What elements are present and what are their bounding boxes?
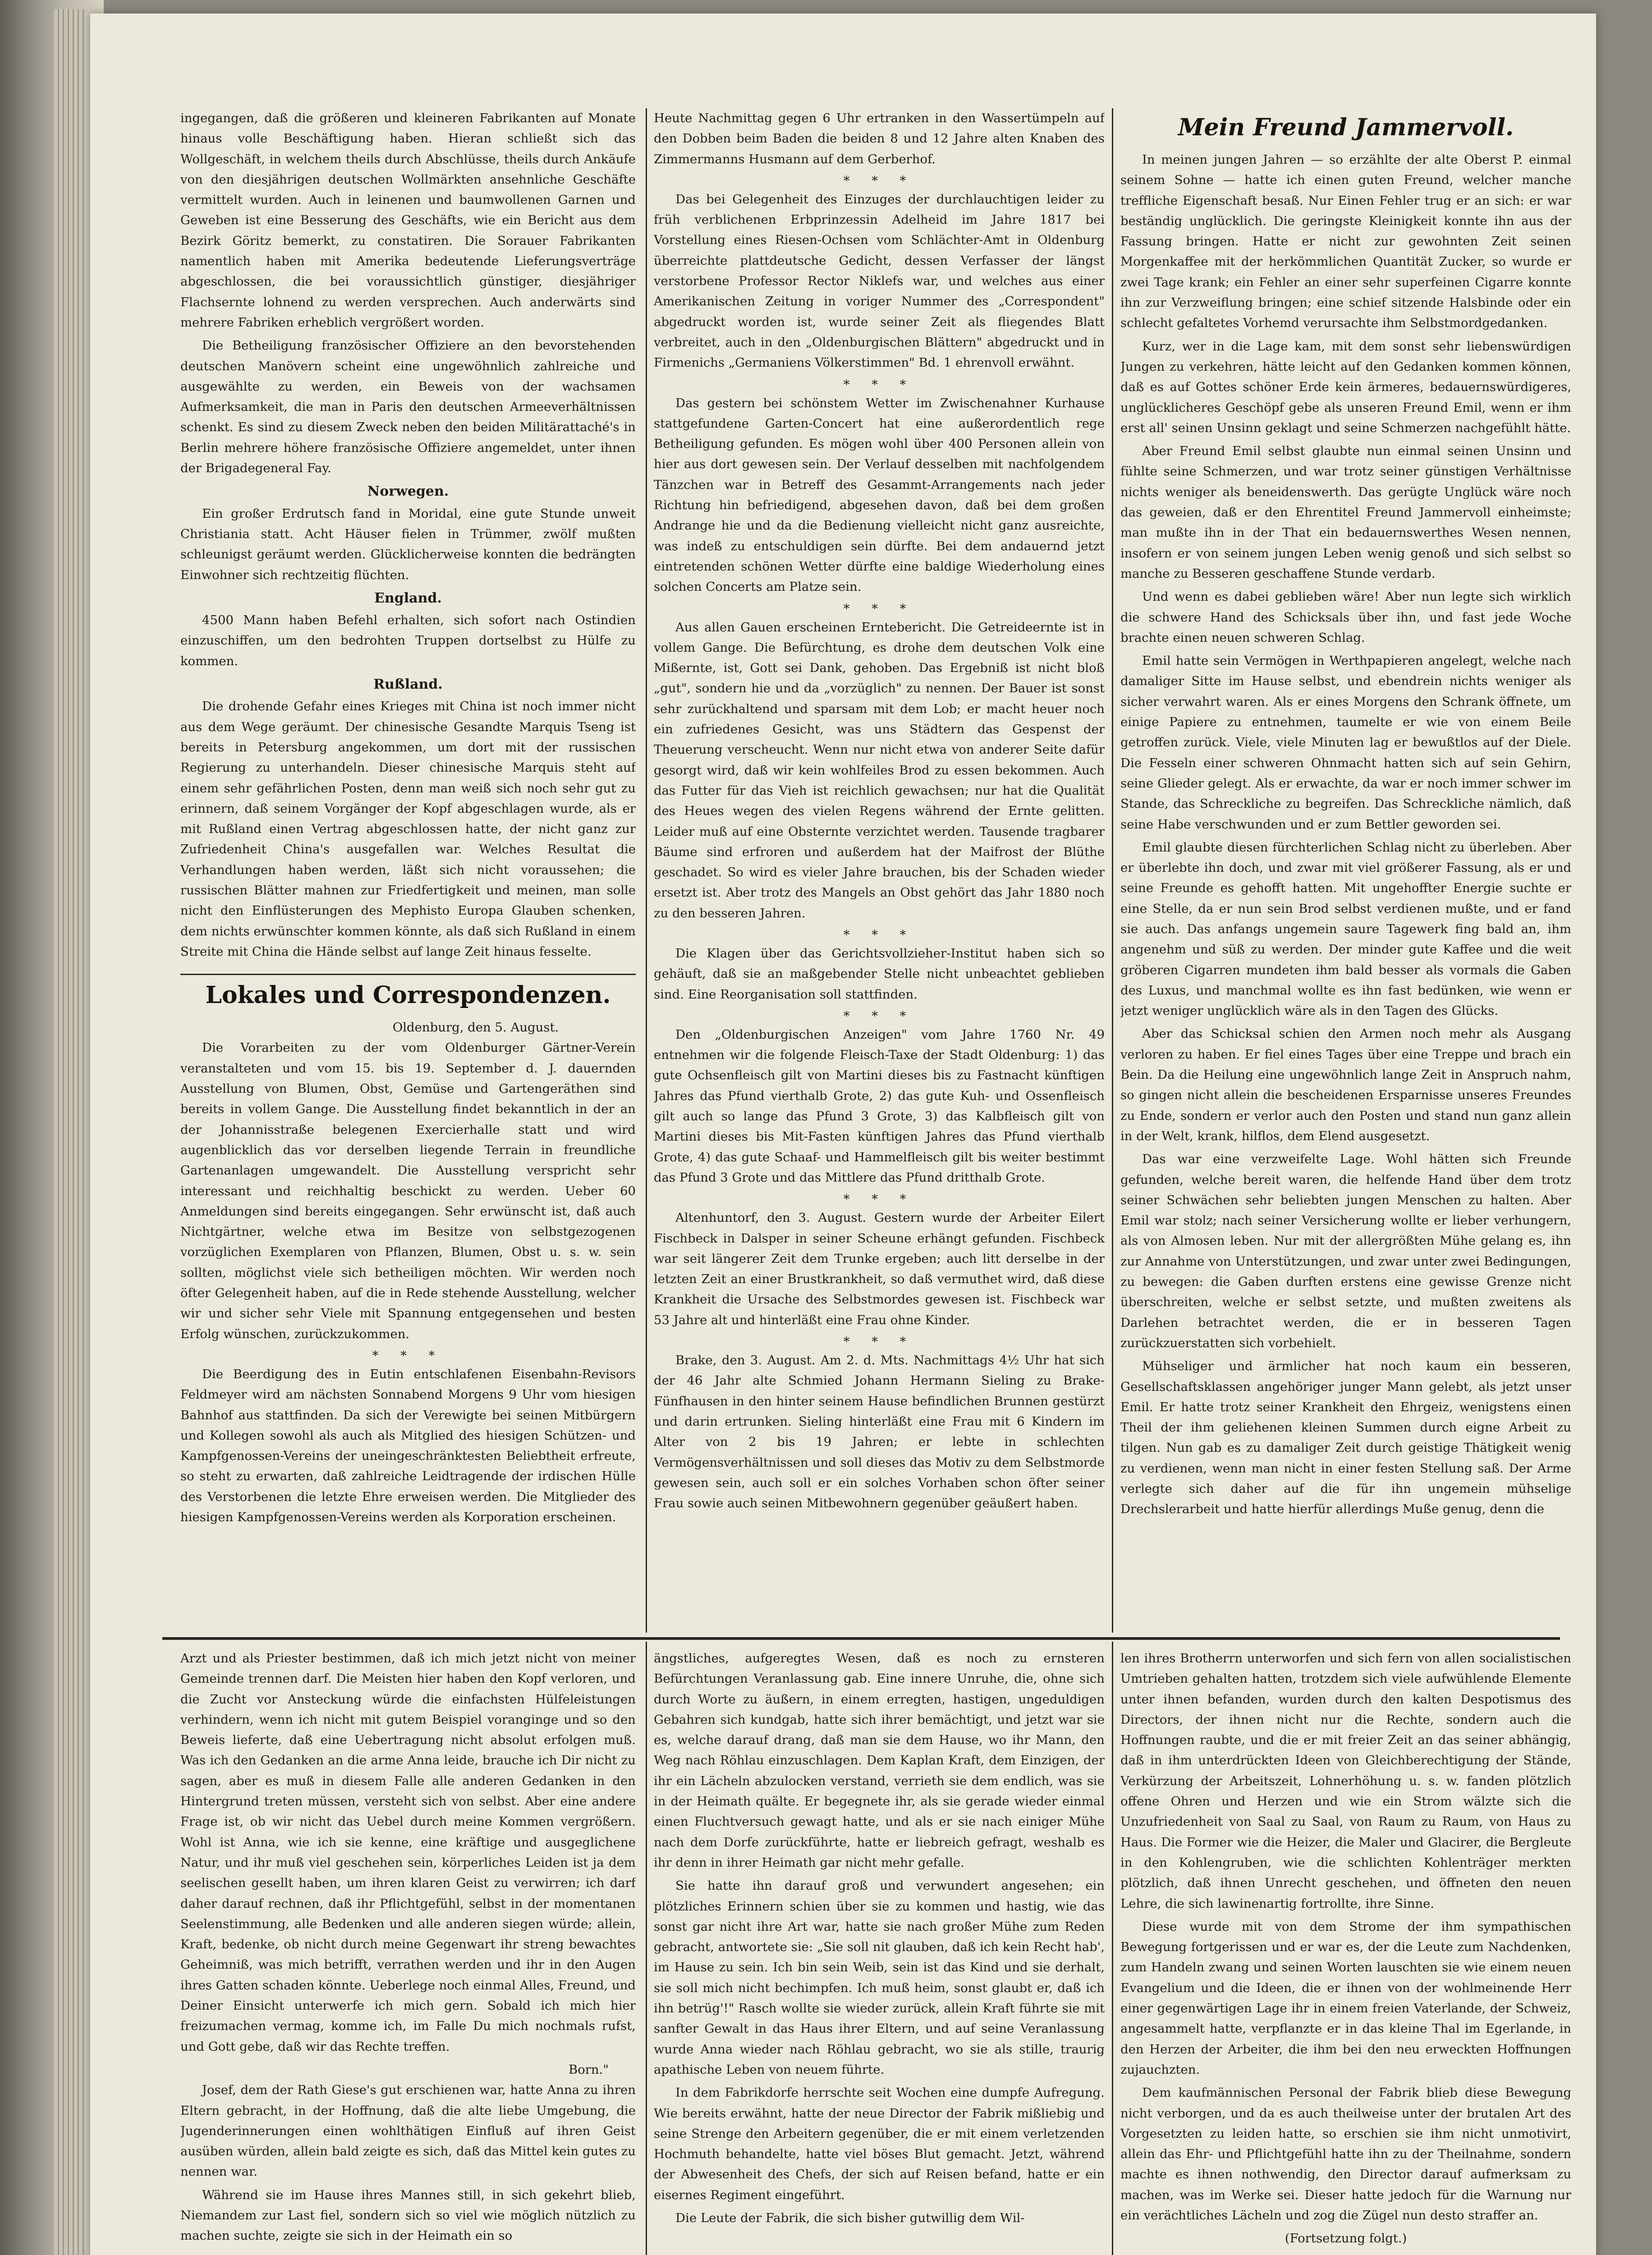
article-text: Aber Freund Emil selbst glaubte nun einmal seinen Unsinn und fühlte seine Schmerzen, und war trotz seiner günstigen Verhältnisse nichts weniger als beneidenswerth. Das gerügte Unglück wäre noch das geweien, daß er den Ehrentitel Freund Jammervoll einheimste; man mußte ihn in der That ein bedauernswerthes Wesen nennen, insofern er von seinem jungen Leben wenig genoß und sich selbst so manche zu Besseren geschaffene Stunde verdarb. <box>1120 444 1571 581</box>
article-text: Mühseliger und ärmlicher hat noch kaum ein besseren, Gesellschaftsklassen angehöriger junger Mann gelebt, als jetzt unser Emil. Er hatte trotz seiner Krankheit den Ehrgeiz, wenigstens einen Theil der ihm geliehenen kleinen Summen durch eigne Arbeit zu tilgen. Nun gab es zu damaliger Zeit durch geistige Thätigkeit wenig zu verdienen, wenn man nicht in einer festen Stellung saß. Der Arme verlegte sich daher auf die für ihn ungemein mühselige Drechslerarbeit und hatte hierfür allerdings Muße genug, denn die <box>1120 1359 1571 1517</box>
signature: Born." <box>568 2062 609 2077</box>
story-text: Die Leute der Fabrik, die sich bisher gutwillig dem Wil- <box>675 2211 1025 2226</box>
article-text: Aber das Schicksal schien den Armen noch mehr als Ausgang verloren zu haben. Er fiel eines Tages über eine Treppe und brach ein Bein. Da die Heilung eine ungewöhnlich lange Zeit in Anspruch nahm, so gingen nicht allein die bescheidenen Ersparnisse unseres Freundes zu Ende, sondern er verlor auch den Posten und stand nun ganz allein in der Welt, krank, hilflos, dem Elend ausgesetzt. <box>1120 1026 1571 1143</box>
article-text: Das gestern bei schönstem Wetter im Zwischenahner Kurhause stattgefundene Garten-Concert hat eine außerordentlich rege Betheiligung gefunden. Es mögen wohl über 400 Personen allein von hier aus dort gewesen sein. Der Verlauf desselben mit nachfolgendem Tänzchen war in Betreff des Gesammt-Arrangements nach jeder Richtung hin befriedigend, abgesehen davon, daß bei dem großen Andrange hie und da die Bedienung vielleicht nicht ganz ausreichte, was indeß zu entschuldigen sein dürfte. Bei dem andauernd jetzt eintretenden schönen Wetter dürfte eine baldige Wiederholung eines solchen Concerts am Platze sein. <box>654 396 1105 594</box>
article-text: In meinen jungen Jahren — so erzählte der alte Oberst P. einmal seinem Sohne — hatte ich einen guten Freund, welcher manche treffliche Eigenschaft besaß. Nur Einen Fehler trug er an sich: er war beständig unglücklich. Die geringste Kleinigkeit konnte ihn aus der Fassung bringen. Hatte er nicht zur gewohnten Zeit seinen Morgenkaffee mit der herkömmlichen Quantität Zucker, so wurde er zwei Tage krank; ein Fehler an einer sehr superfeinen Cigarre konnte ihn zur Verzweiflung bringen; eine schief sitzende Halsbinde oder ein schlecht gefaltetes Vorhemd verursachte ihm Selbstmordgedanken. <box>1120 152 1571 331</box>
feuilleton-title: Mein Freund Jammervoll. <box>1178 114 1514 141</box>
column-rule-3 <box>646 1642 647 2255</box>
article-text: Die Betheiligung französischer Offiziere an den bevorstehenden deutschen Manövern scheint eine ungewöhnlich zahlreiche und ausgewählte zu werden, ein Beweis von der wachsamen Aufmerksamkeit, die man in Paris den deutschen Armeeverhältnissen schenkt. Es sind zu diesem Zweck neben den beiden Militärattaché's in Berlin mehrere höhere französische Offiziere angemeldet, unter ihnen der Brigadegeneral Fay. <box>180 338 636 476</box>
article-text: Das war eine verzweifelte Lage. Wohl hätten sich Freunde gefunden, welche bereit waren, die helfende Hand über dem trotz seiner Schwächen sehr beliebten jungen Menschen zu halten. Aber Emil war stolz; nach seiner Versicherung wollte er lieber verhungern, als von Almosen leben. Nur mit der allergrößten Mühe gelang es, ihn zur Annahme von Unterstützungen, und zwar unter zwei Bedingungen, zu bewegen: die Gaben durften erstens eine gewisse Grenze nicht überschreiten, welche er selbst setzte, und mußten zweitens als Darlehen betrachtet werden, die er in besseren Tagen zurückzuerstatten sich vorbehielt. <box>1120 1152 1571 1350</box>
article-text: Ein großer Erdrutsch fand in Moridal, eine gute Stunde unweit Christiania statt. Acht Häuser fielen in Trümmer, zwölf mußten schleunigst geräumt werden. Glücklicherweise konnten die bedrängten Einwohner sich rechtzeitig flüchten. <box>180 506 636 582</box>
separator-stars: * * * <box>843 377 915 392</box>
article-text: Kurz, wer in die Lage kam, mit dem sonst sehr liebenswürdigen Jungen zu verkehren, hätte leicht auf den Gedanken kommen können, daß es auf Gottes schöner Erde kein ärmeres, bedauernswürdigeres, unglücklicheres Geschöpf gebe als unseren Freund Emil, wenn er ihm erst all' seinen Unsinn geklagt und seine Schmerzen nachgefühlt hätte. <box>1120 339 1571 435</box>
dateline: Oldenburg, den 5. August. <box>392 1020 559 1035</box>
story-text: Dem kaufmännischen Personal der Fabrik blieb diese Bewegung nicht verborgen, und da es auch theilweise unter der brutalen Art des Vorgesetzten zu leiden hatte, so erschien sie ihm nicht unmotivirt, allein das Ehr- und Pflichtgefühl hatte ihn zu der Theilnahme, sondern machte es ihnen nothwendig, den Director darauf aufmerksam zu machen, was im Werke sei. Dieser hatte jedoch für die Warnung nur ein verächtliches Lächeln und zog die Zügel nun desto straffer an. <box>1120 2085 1571 2223</box>
section-heading: Rußland. <box>373 676 443 693</box>
separator-stars: * * * <box>843 927 915 942</box>
section-title: Lokales und Correspondenzen. <box>205 981 611 1009</box>
section-heading: England. <box>374 590 442 606</box>
bottom-column-2 <box>654 1648 1105 2255</box>
story-text: Josef, dem der Rath Giese's gut erschienen war, hatte Anna zu ihren Eltern gebracht, in der Hoffnung, daß die alte liebe Umgebung, die Jugenderinnerungen einen wohlthätigen Einfluß auf ihren Geist ausüben würden, allein bald zeigte es sich, daß das Mittel kein gutes zu nennen war. <box>180 2083 636 2179</box>
heading-rule <box>180 974 636 975</box>
article-text: Die Klagen über das Gerichtsvollzieher-Institut haben sich so gehäuft, daß sie an maßgebender Stelle nicht unbeachtet geblieben sind. Eine Reorganisation soll stattfinden. <box>654 946 1105 1002</box>
column-rule-2 <box>1112 108 1113 1633</box>
column-rule-4 <box>1112 1642 1113 2255</box>
article-text: Die Vorarbeiten zu der vom Oldenburger Gärtner-Verein veranstalteten und vom 15. bis 19. September d. J. dauernden Ausstellung von Blumen, Obst, Gemüse und Gartengeräthen sind bereits in vollem Gange. Die Ausstellung findet bekanntlich in der an der Johannisstraße belegenen Exercierhalle statt und wird augenblicklich das vor derselben liegende Terrain in freundliche Gartenanlagen umgewandelt. Die Ausstellung verspricht sehr interessant und reichhaltig beschickt zu werden. Ueber 60 Anmeldungen sind bereits eingegangen. Sehr erwünscht ist, daß auch Nichtgärtner, welche etwa im Besitze von selbstgezogenen vorzüglichen Exemplaren von Pflanzen, Blumen, Obst u. s. w. sein sollten, möglichst viele sich betheiligen möchten. Wir werden noch öfter Gelegenheit haben, auf die in Rede stehende Ausstellung, welcher wir und sicher sehr Viele mit Spannung entgegensehen und besten Erfolg wünschen, zurückzukommen. <box>180 1040 636 1341</box>
story-text: Sie hatte ihn darauf groß und verwundert angesehen; ein plötzliches Erinnern schien über sie zu kommen und hastig, wie das sonst gar nicht ihre Art war, hatte sie nach großer Mühe zum Reden gebracht, antwortete sie: „Sie soll nit glauben, daß ich kein Recht hab', im Hause zu sein. Ich bin sein Weib, sein ist das Kind und sie derhalt, sie soll mich nicht bechimpfen. Ich muß heim, sonst glaubt er, daß ich ihn betrüg'!" Rasch wollte sie wieder zurück, allein Kraft führte sie mit sanfter Gewalt in das Haus ihrer Eltern, und auf seine Veranlassung wurde Anna wieder nach Röhlau gebracht, wo sie als stille, traurig apathische Leben von neuem führte. <box>654 1878 1105 2077</box>
article-text: Das bei Gelegenheit des Einzuges der durchlauchtigen leider zu früh verblichenen Erbprinzessin Adelheid im Jahre 1817 bei Vorstellung eines Riesen-Ochsen vom Schlächter-Amt in Oldenburg überreichte plattdeutsche Gedicht, dessen Verfasser der längst verstorbene Professor Rector Niklefs war, und welches aus einer Amerikanischen Zeitung in voriger Nummer des „Correspondent" abgedruckt worden ist, wurde seiner Zeit als fliegendes Blatt verbreitet, auch in den „Oldenburgischen Blättern" abgedruckt und in Firmenichs „Germaniens Völkerstimmen" Bd. 1 ehrenvoll erwähnt. <box>654 192 1105 370</box>
article-text: Brake, den 3. August. Am 2. d. Mts. Nachmittags 4½ Uhr hat sich der 46 Jahr alte Schmied Johann Hermann Sieling zu Brake-Fünfhausen in den hinter seinem Hause befindlichen Brunnen gestürzt und darin ertrunken. Sieling hinterläßt eine Frau mit 6 Kindern im Alter von 2 bis 19 Jahren; er lebte in schlechten Vermögensverhältnissen und soll dieses das Motiv zu dem Selbstmorde gewesen sein, auch soll er ein solches Vorhaben schon öfter seiner Frau sowie auch seinen Mitbewohnern gegenüber geäußert haben. <box>654 1353 1105 1511</box>
column-1 <box>180 108 636 1633</box>
story-text: len ihres Brotherrn unterworfen und sich fern von allen socialistischen Umtrieben gehalten hatten, trotzdem sich viele aufwühlende Elemente unter ihnen befanden, wurden durch den kalten Despotismus des Directors, der ihnen nicht nur die Rechte, sondern auch die Hoffnungen raubte, und die er mit freier Zeit an das seiner abhängig, daß in ihm unterdrückten Ideen von Gleichberechtigung der Stände, Verkürzung der Arbeitszeit, Lohnerhöhung u. s. w. fanden plötzlich offene Ohren und Herzen und wie ein Strom wälzte sich die Unzufriedenheit von Saal zu Saal, von Raum zu Raum, von Haus zu Haus. Die Former wie die Heizer, die Maler und Glacirer, die Bergleute in den Kohlengruben, wie die schlichten Kohlenträger merkten plötzlich, daß ihnen Unrecht geschehen, und öffneten den neuen Lehre, die sich lawinenartig fortrollte, ihre Sinne. <box>1120 1651 1571 1911</box>
column-3 <box>1120 108 1571 1633</box>
separator-stars: * * * <box>843 1335 915 1349</box>
separator-stars: * * * <box>843 173 915 188</box>
story-text: In dem Fabrikdorfe herrschte seit Wochen eine dumpfe Aufregung. Wie bereits erwähnt, hatte der neue Director der Fabrik mißliebig und seine Strenge den Arbeitern gegenüber, die er mit einem verletzenden Hochmuth behandelte, hatte viel böses Blut gemacht. Jetzt, während der Abwesenheit des Chefs, der sich auf Reisen befand, hatte er ein eisernes Regiment eingeführt. <box>654 2085 1105 2202</box>
article-text: Heute Nachmittag gegen 6 Uhr ertranken in den Wassertümpeln auf den Dobben beim Baden die beiden 8 und 12 Jahre alten Knaben des Zimmermanns Husmann auf dem Gerberhof. <box>654 111 1105 166</box>
page-edges <box>54 9 86 2255</box>
article-text: Den „Oldenburgischen Anzeigen" vom Jahre 1760 Nr. 49 entnehmen wir die folgende Fleisch-Taxe der Stadt Oldenburg: 1) das gute Ochsenfleisch gilt von Martini dieses bis zu Fastnacht künftigen Jahres das Pfund vierthalb Grote, 2) das gute Kuh- und Ossenfleisch gilt auch so lange das Pfund 3 Grote, 3) das Kalbfleisch gilt von Martini dieses bis Mit-Fasten künftigen Jahres das Pfund vierthalb Grote, 4) das gute Schaaf- und Hammelfleisch gilt bis weiter bestimmt das Pfund 3 Grote und das Mittlere das Pfund dritthalb Grote. <box>654 1027 1105 1185</box>
separator-stars: * * * <box>843 1192 915 1207</box>
story-text: Diese wurde mit von dem Strome der ihm sympathischen Bewegung fortgerissen und er war es, der die Leute zum Nachdenken, zum Handeln zwang und seinen Worten lauschten sie wie einem neuen Evangelium und die Ideen, die er ihnen von der wohlmeinende Herr einer gegenwärtigen Lage ihr in einem freien Vaterlande, der Schweiz, angesammelt hatte, verpflanzte er in das kleine Thal im Egerlande, in den Herzen der Arbeiter, die ihm bei den neu erweckten Hoffnungen zujauchzten. <box>1120 1919 1571 2077</box>
article-text: Emil hatte sein Vermögen in Werthpapieren angelegt, welche nach damaliger Sitte im Hause selbst, und ebendrein nichts weniger als sicher verwahrt waren. Als er eines Morgens den Schrank öffnete, um einige Papiere zu entnehmen, taumelte er wie von einem Beile getroffen zurück. Viele, viele Minuten lag er bewußtlos auf der Diele. Die Fesseln einer schweren Ohnmacht hatten sich auf sein Gehirn, seine Glieder gelegt. Als er erwachte, da war er noch immer schwer im Stande, das Schreckliche zu begreifen. Das Schreckliche nämlich, daß seine Habe verschwunden und er zum Bettler geworden sei. <box>1120 653 1571 832</box>
separator-stars: * * * <box>372 1348 444 1363</box>
bottom-column-3 <box>1120 1648 1571 2255</box>
article-text: Emil glaubte diesen fürchterlichen Schlag nicht zu überleben. Aber er überlebte ihn doch, und zwar mit viel größerer Fassung, als er und seine Freunde es gehofft hatten. Mit ungehoffter Energie suchte er eine Stelle, da er nun sein Brod selbst verdienen mußte, und er fand sie auch. Das anfangs ungemein saure Tagewerk fing bald an, ihm angenehm und süß zu werden. Der minder gute Kaffee und die weit gröberen Cigarren mundeten ihm bald besser als vormals die Gaben des Luxus, und manchmal wollte es ihn fast bedünken, wie wenn er jetzt weniger unglücklich wäre als in den Tagen des Glücks. <box>1120 840 1571 1018</box>
story-text: ängstliches, aufgeregtes Wesen, daß es noch zu ernsteren Befürchtungen Veranlassung gab. Eine innere Unruhe, die, ohne sich durch Worte zu äußern, in einem erregten, hastigen, ungeduldigen Gebahren sich kundgab, hatte sich ihrer bemächtigt, und jetzt war sie es, welche darauf drang, daß man sie dem Hause, wo ihr Mann, den Weg nach Röhlau einzuschlagen. Dem Kaplan Kraft, dem Einzigen, der ihr ein Lächeln abzulocken verstand, verrieth sie dem endlich, was sie in der Heimath quälte. Er begegnete ihr, als sie gerade wieder einmal einen Fluchtversuch gewagt hatte, und als er sie nach einiger Mühe nach dem Dorfe zurückführte, hatte er liebreich gefragt, weshalb es ihr denn in ihrer Heimath gar nicht mehr gefalle. <box>654 1651 1105 1870</box>
story-text: Arzt und als Priester bestimmen, daß ich mich jetzt nicht von meiner Gemeinde trennen darf. Die Meisten hier haben den Kopf verloren, und die Zucht vor Ansteckung würde die einfachsten Hülfeleistungen verhindern, wenn ich nicht mit gutem Beispiel voranginge und so den Beweis lieferte, daß eine Uebertragung nicht absolut erfolgen muß. Was ich den Gedanken an die arme Anna leide, brauche ich Dir nicht zu sagen, aber es muß in diesem Falle alle anderen Gedanken in den Hintergrund treten müssen, versteht sich von selbst. Aber eine andere Frage ist, ob wir nicht das Uebel durch meine Kommen vergrößern. Wohl ist Anna, wie ich sie kenne, eine kräftige und ausgeglichene Natur, und ihr muß viel geschehen sein, körperliches Leiden ist ja dem seelischen gesellt haben, um ihren klaren Geist zu verwirren; ich darf daher darauf rechnen, daß ihr Pflichtgefühl, selbst in der momentanen Seelenstimmung, alle Bedenken und alle anderen siegen würde; allein, Kraft, bedenke, ob nicht durch meine Gegenwart ihr streng bewachtes Geheimniß, was mich betrifft, verrathen werden und ihr in den Augen ihres Gatten schaden könnte. Ueberlege noch einmal Alles, Freund, und Deiner Einsicht unterwerfe ich mich gern. Sobald ich mich hier freizumachen vermag, komme ich, im Falle Du mich nochmals rufst, und Gott gebe, daß wir das Rechte treffen. <box>180 1651 636 2054</box>
separator-stars: * * * <box>843 1008 915 1023</box>
story-text: Während sie im Hause ihres Mannes still, in sich gekehrt blieb, Niemandem zur Last fiel, sondern sich so viel wie möglich nützlich zu machen suchte, zeigte sie sich in der Heimath ein so <box>180 2187 636 2243</box>
newspaper-page <box>90 14 1596 2255</box>
article-text: Und wenn es dabei geblieben wäre! Aber nun legte sich wirklich die schwere Hand des Schicksals über ihn, und fast jede Woche brachte einen neuen schweren Schlag. <box>1120 589 1571 645</box>
continuation-note: (Fortsetzung folgt.) <box>1285 2231 1407 2246</box>
article-text: Die Beerdigung des in Eutin entschlafenen Eisenbahn-Revisors Feldmeyer wird am nächsten Sonnabend Morgens 9 Uhr vom hiesigen Bahnhof aus stattfinden. Da sich der Verewigte bei seinen Mitbürgern und Kollegen sowohl als auch als Mitglied des hiesigen Schützen- und Kampfgenossen-Vereins der uneingeschränktesten Beliebtheit erfreute, so steht zu erwarten, daß zahlreiche Leidtragende der irdischen Hülle des Verstorbenen die letzte Ehre erweisen werden. Die Mitglieder des hiesigen Kampfgenossen-Vereins werden als Korporation erscheinen. <box>180 1367 636 1524</box>
article-text: 4500 Mann haben Befehl erhalten, sich sofort nach Ostindien einzuschiffen, um den bedrohten Truppen dortselbst zu Hülfe zu kommen. <box>180 613 636 668</box>
separator-stars: * * * <box>843 601 915 616</box>
column-2 <box>654 108 1105 1633</box>
article-text: Die drohende Gefahr eines Krieges mit China ist noch immer nicht aus dem Wege geräumt. Der chinesische Gesandte Marquis Tseng ist bereits in Petersburg angekommen, um dort mit der russischen Regierung zu unterhandeln. Dieser chinesische Marquis steht auf einem sehr gefährlichen Posten, denn man weiß sich noch sehr gut zu erinnern, daß seinem Vorgänger der Kopf abgeschlagen wurde, als er mit Rußland einen Vertrag abgeschlossen hatte, der nicht ganz zur Zufriedenheit China's ausgefallen war. Welches Resultat die Verhandlungen haben werden, läßt sich nicht voraussehen; die russischen Blätter mahnen zur Friedfertigkeit und meinen, man solle nicht den Einflüsterungen des Mephisto Europa Glauben schenken, dem nichts erwünschter kommen könnte, als daß sich Rußland in einem Streite mit China die Hände selbst auf lange Zeit hinaus fesselte. <box>180 699 636 959</box>
book-binding <box>0 0 104 2255</box>
column-rule-1 <box>646 108 647 1633</box>
section-heading: Norwegen. <box>367 483 449 500</box>
section-divider <box>162 1637 1560 1640</box>
article-text: Altenhuntorf, den 3. August. Gestern wurde der Arbeiter Eilert Fischbeck in Dalsper in seiner Scheune erhängt gefunden. Fischbeck war seit längerer Zeit dem Trunke ergeben; auch litt derselbe in der letzten Zeit an einer Brustkrankheit, so daß vermuthet wird, daß diese Krankheit die Ursache des Selbstmordes gewesen ist. Fischbeck war 53 Jahre alt und hinterläßt eine Frau ohne Kinder. <box>654 1210 1105 1327</box>
bottom-column-1 <box>180 1648 636 2255</box>
article-text: Aus allen Gauen erscheinen Erntebericht. Die Getreideernte ist in vollem Gange. Die Befürchtung, es drohe dem deutschen Volk eine Mißernte, ist, Gott sei Dank, gehoben. Das Ergebniß ist nicht bloß „gut", sondern hie und da „vorzüglich" zu nennen. Der Bauer ist sonst sehr zurückhaltend und sparsam mit dem Lob; er macht heuer noch ein zufriedenes Gesicht, was uns Städtern das Gespenst der Theuerung verscheucht. Wenn nur nicht etwa von anderer Seite dafür gesorgt wird, daß wir kein wohlfeiles Brod zu essen bekommen. Auch das Futter für das Vieh ist reichlich gewachsen; nur hat die Qualität des Heues wegen des vielen Regens während der Ernte gelitten. Leider muß auf eine Obsternte verzichtet werden. Tausende tragbarer Bäume sind erfroren und außerdem hat der Maifrost der Blüthe geschadet. So wird es vieler Jahre brauchen, bis der Schaden wieder ersetzt ist. Aber trotz des Mangels an Obst gehört das Jahr 1880 noch zu den besseren Jahren. <box>654 620 1105 920</box>
article-text: ingegangen, daß die größeren und kleineren Fabrikanten auf Monate hinaus volle Beschäftigung haben. Hieran schließt sich das Wollgeschäft, in welchem theils durch Abschlüsse, theils durch Ankäufe von den diesjährigen deutschen Wollmärkten ansehnliche Geschäfte vermittelt wurden. Auch in leinenen und baumwollenen Garnen und Geweben ist eine Besserung des Geschäfts, wie ein Bericht aus dem Bezirk Göritz bemerkt, zu constatiren. Die Sorauer Fabrikanten namentlich haben mit Amerika bedeutende Lieferungsverträge abgeschlossen, die bei voraussichtlich günstiger, diesjähriger Flachsernte lohnend zu werden versprechen. Auch anderwärts sind mehrere Fabriken erheblich vergrößert worden. <box>180 111 636 330</box>
